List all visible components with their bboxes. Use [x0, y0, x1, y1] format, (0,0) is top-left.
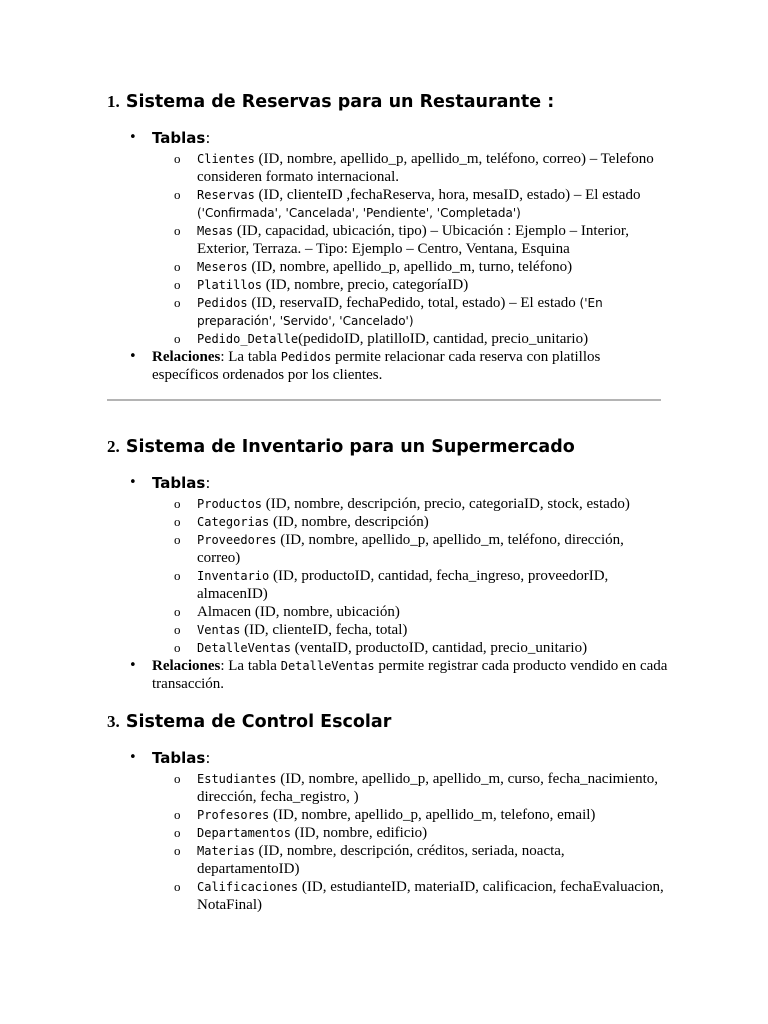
section-list	[129, 749, 669, 914]
list-item: o Departamentos (ID, nombre, edificio)	[174, 825, 428, 841]
list-item: o Productos (ID, nombre, descripción, precio, categoriaID, stock, estado)	[174, 496, 630, 512]
list-item: o Almacen (ID, nombre, ubicación)	[174, 604, 400, 620]
list-item: o Estudiantes (ID, nombre, apellido_p, apellido_m, curso, fecha_nacimiento, dirección, fecha_registro, )	[174, 771, 659, 805]
list-item: o Calificaciones (ID, estudianteID, materiaID, calificacion, fechaEvaluacion, NotaFinal)	[174, 879, 664, 913]
tablas-bullet: • Tablas: o Productos (ID, nombre, descripción, precio, categoriaID, stock, estado) o Categorias (ID, nombre, descripción) o Proveedores (ID, nombre, apellido_p, apellido_m, teléfono, dirección, correo) o Inventario (ID, productoID, cantidad, fecha_ingreso, proveedorID, almacenID) o Almacen (ID, nombre, ubicación) o Ventas (ID, clienteID, fecha, total) o DetalleVentas (ventaID, productoID, cantidad, precio_unitario)	[129, 474, 669, 657]
list-item: o Meseros (ID, nombre, apellido_p, apellido_m, turno, teléfono)	[174, 259, 573, 275]
section-divider	[107, 399, 661, 401]
list-item: o Materias (ID, nombre, descripción, créditos, seriada, noacta, departamentoID)	[174, 843, 565, 877]
table-list	[152, 150, 669, 348]
list-item: o Platillos (ID, nombre, precio, categoríaID)	[174, 277, 469, 293]
list-item: o Proveedores (ID, nombre, apellido_p, apellido_m, teléfono, dirección, correo)	[174, 532, 624, 566]
list-item: o Categorias (ID, nombre, descripción)	[174, 514, 429, 530]
list-item: o Pedidos (ID, reservaID, fechaPedido, total, estado) – El estado ('En preparación', 'Servido', 'Cancelado')	[174, 295, 603, 328]
section-heading: 3. Sistema de Control Escolar	[107, 712, 392, 732]
list-item: o Inventario (ID, productoID, cantidad, fecha_ingreso, proveedorID, almacenID)	[174, 568, 609, 602]
section-list	[129, 474, 669, 693]
tablas-bullet: • Tablas: o Estudiantes (ID, nombre, apellido_p, apellido_m, curso, fecha_nacimiento, dirección, fecha_registro, ) o Profesores (ID, nombre, apellido_p, apellido_m, telefono, email) o Departamentos (ID, nombre, edificio) o Materias (ID, nombre, descripción, créditos, seriada, noacta, departamentoID) o Calificaciones (ID, estudianteID, materiaID, calificacion, fechaEvaluacion, NotaFinal)	[129, 749, 669, 914]
list-item: o DetalleVentas (ventaID, productoID, cantidad, precio_unitario)	[174, 640, 588, 656]
list-item: o Mesas (ID, capacidad, ubicación, tipo) – Ubicación : Ejemplo – Interior, Exterior, Terraza. – Tipo: Ejemplo – Centro, Ventana, Esquina	[174, 223, 630, 257]
list-item: o Ventas (ID, clienteID, fecha, total)	[174, 622, 408, 638]
section-heading: 2. Sistema de Inventario para un Supermercado	[107, 437, 575, 457]
table-list	[152, 770, 669, 914]
list-item: o Clientes (ID, nombre, apellido_p, apellido_m, teléfono, correo) – Telefono consideren formato internacional.	[174, 151, 654, 185]
tablas-bullet: • Tablas: o Clientes (ID, nombre, apellido_p, apellido_m, teléfono, correo) – Telefono consideren formato internacional. o Reservas (ID, clienteID ,fechaReserva, hora, mesaID, estado) – El estado ('Confirmada', 'Cancelada', 'Pendiente', 'Completada') o Mesas (ID, capacidad, ubicación, tipo) – Ubicación : Ejemplo – Interior, Exterior, Terraza. – Tipo: Ejemplo – Centro, Ventana, Esquina o Meseros (ID, nombre, apellido_p, apellido_m, turno, teléfono) o Platillos (ID, nombre, precio, categoríaID) o Pedidos (ID, reservaID, fechaPedido, total, estado) – El estado ('En preparación', 'Servido', 'Cancelado') o Pedido_Detalle(pedidoID, platilloID, cantidad, precio_unitario)	[129, 129, 669, 348]
list-item: o Profesores (ID, nombre, apellido_p, apellido_m, telefono, email)	[174, 807, 596, 823]
section-heading: 1. Sistema de Reservas para un Restaurante :	[107, 92, 555, 112]
table-list	[152, 495, 669, 657]
relaciones-bullet: • Relaciones: La tabla Pedidos permite relacionar cada reserva con platillos específicos ordenados por los clientes.	[129, 349, 601, 383]
section-list	[129, 129, 669, 384]
list-item: o Pedido_Detalle(pedidoID, platilloID, cantidad, precio_unitario)	[174, 331, 589, 347]
relaciones-bullet: • Relaciones: La tabla DetalleVentas permite registrar cada producto vendido en cada transacción.	[129, 658, 668, 692]
list-item: o Reservas (ID, clienteID ,fechaReserva, hora, mesaID, estado) – El estado ('Confirmada', 'Cancelada', 'Pendiente', 'Completada')	[174, 187, 641, 220]
